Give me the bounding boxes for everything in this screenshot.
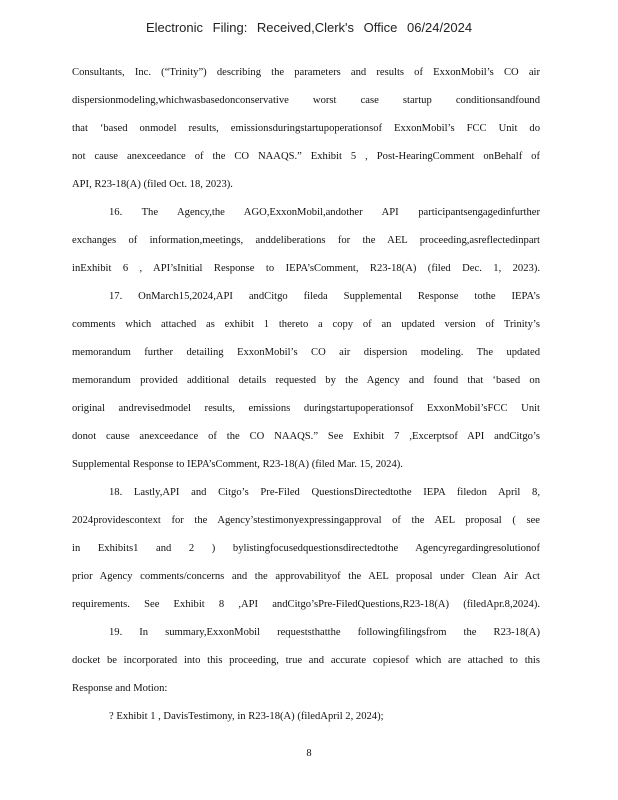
text-line: Consultants, Inc. (“Trinity”) describing the parameters and results of ExxonMobil’s CO air [72, 67, 540, 78]
paragraph-17-first-line: 17. OnMarch15,2024,API andCitgo fileda Supplemental Response tothe IEPA’s [109, 291, 540, 302]
paragraph-18-first-line: 18. Lastly,API and Citgo’s Pre-Filed QuestionsDirectedtothe IEPA filedon April 8, [109, 487, 540, 498]
paragraph-19-first-line: 19. In summary,ExxonMobil requeststhatthe followingfilingsfrom the R23-18(A) [109, 627, 540, 638]
text-line: API, R23-18(A) (filed Oct. 18, 2023). [72, 179, 233, 190]
text-line: docket be incorporated into this proceeding, true and accurate copiesof which are attached to this [72, 655, 540, 666]
text-line: inExhibit 6 , API’sInitial Response to IEPA’sComment, R23-18(A) (filed Dec. 1, 2023). [72, 263, 540, 274]
text-line: memorandum further detailing ExxonMobil’s CO air dispersion modeling. The updated [72, 347, 540, 358]
text-line: exchanges of information,meetings, anddeliberations for the AEL proceeding,asreflectedinpart [72, 235, 540, 246]
paragraph-16-first-line: 16. The Agency,the AGO,ExxonMobil,andother API participantsengagedinfurther [109, 207, 540, 218]
text-line: 2024providescontext for the Agency’stestimonyexpressingapproval of the AEL proposal ( see [72, 515, 540, 526]
text-line: dispersionmodeling,whichwasbasedonconservative worst case startup conditionsandfound [72, 95, 540, 106]
text-line: comments which attached as exhibit 1 thereto a copy of an updated version of Trinity’s [72, 319, 540, 330]
text-line: Response and Motion: [72, 683, 168, 694]
text-line: that ‘based onmodel results, emissionsduringstartupoperationsof ExxonMobil’s FCC Unit do [72, 123, 540, 134]
page-number: 8 [306, 748, 312, 759]
text-line: prior Agency comments/concerns and the approvabilityof the AEL proposal under Clean Air Act [72, 571, 540, 582]
text-line: original andrevisedmodel results, emissions duringstartupoperationsof ExxonMobil’sFCC Unit [72, 403, 540, 414]
text-line: memorandum provided additional details requested by the Agency and found that ‘based on [72, 375, 540, 386]
filing-header: Electronic Filing: Received,Clerk's Office 06/24/2024 [145, 20, 473, 35]
text-line: donot cause anexceedance of the CO NAAQS.” See Exhibit 7 ,Excerptsof API andCitgo’s [72, 431, 540, 442]
exhibit-list-item: ? Exhibit 1 , DavisTestimony, in R23-18(A) (filedApril 2, 2024); [109, 711, 384, 722]
text-line: in Exhibits1 and 2 ) bylistingfocusedquestionsdirectedtothe Agencyregardingresolutionof [72, 543, 540, 554]
text-line: not cause anexceedance of the CO NAAQS.” Exhibit 5 , Post-HearingComment onBehalf of [72, 151, 540, 162]
text-line: Supplemental Response to IEPA’sComment, R23-18(A) (filed Mar. 15, 2024). [72, 459, 403, 470]
text-line: requirements. See Exhibit 8 ,API andCitgo’sPre-FiledQuestions,R23-18(A) (filedApr.8,2024). [72, 599, 540, 610]
